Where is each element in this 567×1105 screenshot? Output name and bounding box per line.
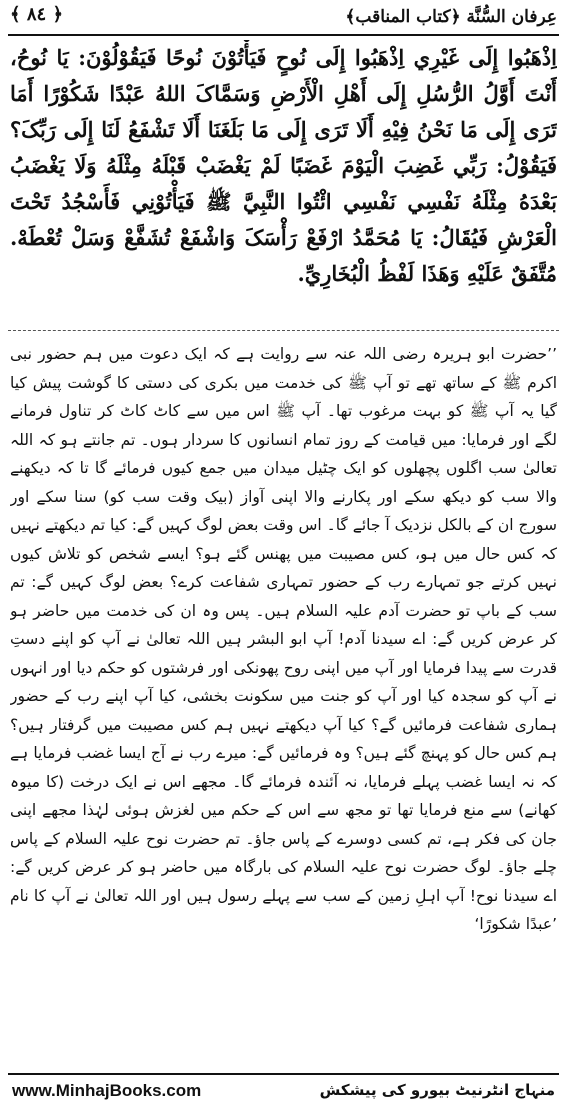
arabic-hadith-body: اِذْهَبُوا إِلَى غَيْرِي اِذْهَبُوا إِلَى نُوحٍ فَيَأْتُوْنَ نُوحًا فَيَقُوْلُوْنَ: يَا نُوحُ، أَنْتَ أَوَّلُ الرُّسُلِ إِلَى أَهْلِ الْأَرْضِ وَسَمَّاکَ اللهُ عَبْدًا شَكُوْرًا أَمَا تَرَى إِلَى مَا نَحْنُ فِيْهِ أَلَا تَرَى إِلَى مَا بَلَغَنَا أَلَا تَشْفَعُ لَنَا إِلَى رَبِّکَ؟ فَيَقُوْلُ: رَبِّي غَضِبَ الْيَوْمَ غَضَبًا لَمْ يَغْضَبْ قَبْلَهُ مِثْلَهُ وَلَا يَغْضَبُ بَعْدَهُ مِثْلَهُ نَفْسِي نَفْسِي ائْتُوا النَّبِيَّ ﷺ فَيَأْتُوْنِي فَأَسْجُدُ تَحْتَ الْعَرْشِ فَيُقَالُ: يَا مُحَمَّدُ ارْفَعْ رَأْسَکَ وَاشْفَعْ تُشَفَّعْ وَسَلْ تُعْطَهْ. xyxy=(10,45,557,250)
header-divider xyxy=(8,34,559,36)
page-header xyxy=(0,0,567,38)
publisher-credit: منہاج انٹرنیٹ بیورو کی پیشکش xyxy=(319,1081,555,1099)
book-title: عِرفان السُّنَّة ﴿كتاب المناقب﴾ xyxy=(345,7,557,27)
urdu-translation-body: ’’حضرت ابو ہریرہ رضی اللہ عنہ سے روایت ہے کہ ایک دعوت میں ہم حضور نبی اکرم ﷺ کے ساتھ تھے تو آپ ﷺ کی خدمت میں بکری کی دستی کا گوشت پیش کیا گیا یہ آپ ﷺ کو بہت مرغوب تھا۔ آپ ﷺ اس میں سے کاٹ کاٹ کر تناول فرمانے لگے اور فرمایا: میں قیامت کے روز تمام انسانوں کا سردار ہوں۔ تم جانتے ہو کہ اللہ تعالیٰ سب اگلوں پچھلوں کو ایک چٹیل میدان میں جمع کیوں فرمائے گا تا کہ دیکھنے والا سب کو دیکھ سکے اور پکارنے والا اپنی آواز (بیک وقت سب کو) سنا سکے اور سورج ان کے بالکل نزدیک آ جائے گا۔ اس وقت بعض لوگ کہیں گے: کیا تم دیکھتے نہیں کہ کس حال میں ہو، کس مصیبت میں پھنس گئے ہو؟ ایسے شخص کو تلاش کیوں نہیں کرتے جو تمہارے رب کے حضور تمہاری شفاعت کرے؟ بعض لوگ کہیں گے: تم سب کے باپ تو حضرت آدم علیہ السلام ہیں۔ پس وہ ان کی خدمت میں حاضر ہو کر عرض کریں گے: اے سیدنا آدم! آپ ابو البشر ہیں اللہ تعالیٰ نے آپ کو اپنے دستِ قدرت سے پیدا فرمایا اور آپ میں اپنی روح پھونکی اور فرشتوں کو حکم دیا اور انہوں نے آپ کو سجدہ کیا اور آپ کو جنت میں سکونت بخشی، کیا آپ اپنے رب کے حضور ہماری شفاعت فرمائیں گے؟ کیا آپ دیکھتے نہیں ہم کس مصیبت میں گرفتار ہیں؟ ہم کس حال کو پہنچ گئے ہیں؟ وہ فرمائیں گے: میرے رب نے آج ایسا غضب فرمایا ہے کہ نہ ایسا غضب پہلے فرمایا، نہ آئندہ فرمائے گا۔ مجھے اس نے ایک درخت (کا میوہ کھانے) سے منع فرمایا تھا تو مجھ سے اس کے حکم میں لغزش ہوئی لہٰذا مجھے اپنی جان کی فکر ہے، تم کسی دوسرے کے پاس جاؤ۔ تم حضرت نوح علیہ السلام کے پاس چلے جاؤ۔ لوگ حضرت نوح علیہ السلام کی بارگاہ میں حاضر ہو کر عرض کریں گے: اے سیدنا نوح! آپ اہلِ زمین کے سب سے پہلے رسول ہیں اور اللہ تعالیٰ نے آپ کا نام ’عبدًا شکورًا‘ xyxy=(10,345,557,933)
footer-divider xyxy=(8,1073,559,1075)
urdu-translation xyxy=(10,340,557,1068)
page-footer xyxy=(0,1078,567,1105)
website-link[interactable]: www.MinhajBooks.com xyxy=(12,1081,202,1100)
hadith-attribution: مُتَّفَقٌ عَلَيْهِ وَهَذَا لَفْظُ الْبُخَارِيِّ. xyxy=(297,261,557,286)
page-number: ﴿ ٨٤ ﴾ xyxy=(10,4,63,25)
arabic-hadith-text xyxy=(10,40,557,326)
section-divider xyxy=(8,330,559,331)
